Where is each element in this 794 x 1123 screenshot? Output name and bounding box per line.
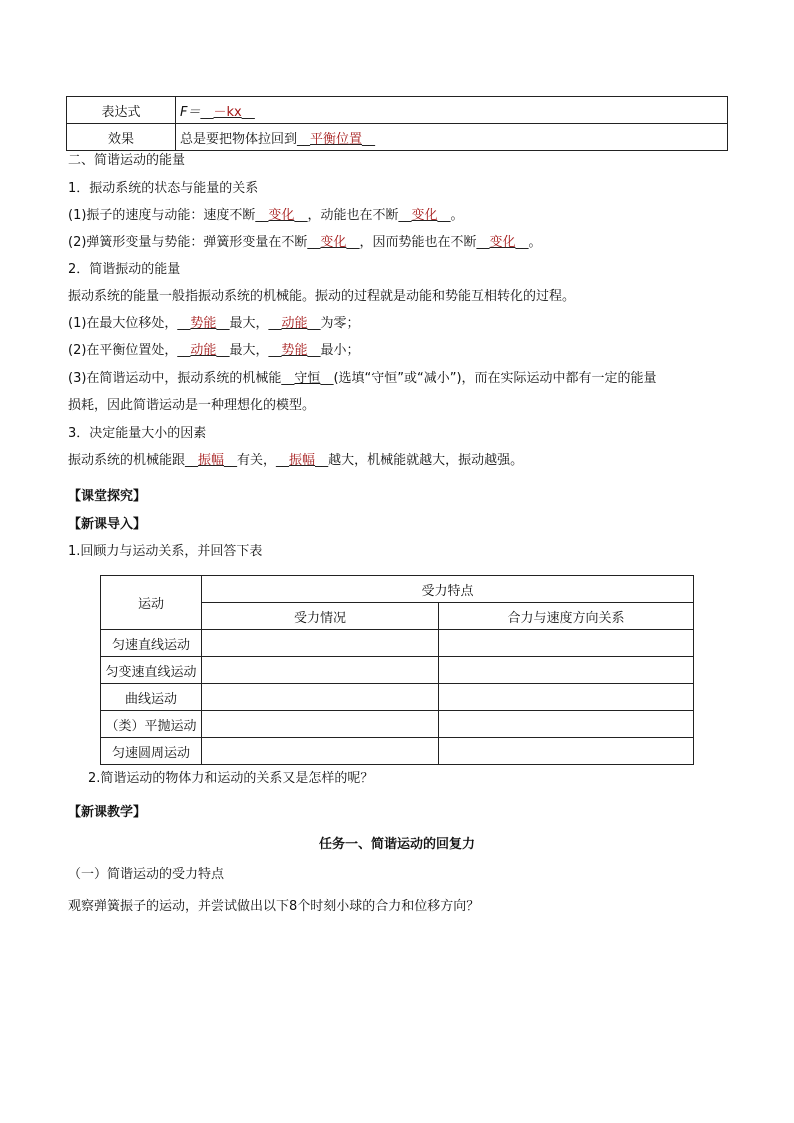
blank: __ — [216, 316, 230, 331]
subheading: 1．振动系统的状态与能量的关系 — [68, 181, 259, 196]
answer-text: 守恒 — [294, 371, 321, 386]
motion-cell: 匀变速直线运动 — [101, 657, 202, 684]
blank: __ — [315, 453, 329, 468]
intro-heading: 【新课导入】 — [68, 517, 147, 532]
text: (1)振子的速度与动能：速度不断 — [68, 208, 256, 223]
question-2: 2.简谐运动的物体力和运动的关系又是怎样的呢？ — [88, 771, 374, 786]
blank: __ — [297, 131, 311, 147]
answer-cell[interactable] — [202, 684, 439, 711]
text: (1)在最大位移处， — [68, 316, 178, 331]
table-label-cell: 效果 — [67, 124, 176, 151]
table-row — [101, 630, 694, 657]
motion-cell: 匀速直线运动 — [101, 630, 202, 657]
header-relation: 合力与速度方向关系 — [439, 603, 694, 630]
answer-text: 变化 — [489, 235, 516, 250]
blank: __ — [268, 316, 282, 331]
blank: __ — [320, 371, 334, 386]
force-motion-table — [100, 575, 694, 765]
text: 越大，机械能就越大，振动越强。 — [328, 453, 524, 468]
blank: __ — [398, 208, 412, 223]
fill-line — [68, 207, 463, 225]
paragraph: 振动系统的能量一般指振动系统的机械能。振动的过程就是动能和势能互相转化的过程。 — [68, 289, 576, 304]
text: (2)在平衡位置处， — [68, 343, 178, 358]
answer-cell[interactable] — [439, 684, 694, 711]
answer-text: 动能 — [281, 316, 308, 331]
blank: __ — [200, 104, 214, 120]
fill-line — [68, 234, 541, 252]
motion-cell: 曲线运动 — [101, 684, 202, 711]
fill-line — [68, 370, 657, 388]
text: (2)弹簧形变量与势能：弹簧形变量在不断 — [68, 235, 308, 250]
motion-cell: （类）平抛运动 — [101, 711, 202, 738]
answer-text: 势能 — [190, 316, 217, 331]
text: 有关， — [237, 453, 277, 468]
text: 振动系统的机械能跟 — [68, 453, 186, 468]
motion-cell: 匀速圆周运动 — [101, 738, 202, 765]
blank: __ — [255, 208, 269, 223]
fill-line — [68, 342, 359, 360]
text: 最大， — [229, 343, 269, 358]
answer-text: 变化 — [268, 208, 295, 223]
header-force: 受力特点 — [202, 576, 694, 603]
table-row — [67, 124, 728, 151]
answer-text: 平衡位置 — [310, 131, 363, 147]
answer-text: 动能 — [190, 343, 217, 358]
answer-cell[interactable] — [439, 657, 694, 684]
blank: __ — [185, 453, 199, 468]
subheading: 2．简谐振动的能量 — [68, 262, 181, 277]
answer-text: －kx — [213, 104, 242, 120]
answer-text: 振幅 — [289, 453, 316, 468]
explore-heading: 【课堂探究】 — [68, 489, 147, 504]
formula-prefix: F＝ — [180, 104, 201, 120]
answer-text: 势能 — [281, 343, 308, 358]
blank: __ — [515, 235, 529, 250]
header-force-condition: 受力情况 — [202, 603, 439, 630]
answer-text: 变化 — [320, 235, 347, 250]
blank: __ — [294, 208, 308, 223]
text: 。 — [528, 235, 542, 250]
blank: __ — [224, 453, 238, 468]
text: 最大， — [229, 316, 269, 331]
fill-line — [68, 452, 523, 470]
blank: __ — [346, 235, 360, 250]
task-title: 任务一、简谐运动的回复力 — [318, 837, 475, 852]
blank: __ — [362, 131, 376, 147]
answer-cell[interactable] — [202, 630, 439, 657]
blank: __ — [177, 316, 191, 331]
table-row — [101, 738, 694, 765]
text: 。 — [450, 208, 464, 223]
text: (选填“守恒”或“减小”)，而在实际运动中都有一定的能量 — [333, 371, 657, 386]
formula-table — [66, 96, 728, 151]
text: 为零； — [320, 316, 360, 331]
blank: __ — [307, 343, 321, 358]
teach-heading: 【新课教学】 — [68, 805, 147, 820]
answer-text: 变化 — [411, 208, 438, 223]
answer-cell[interactable] — [202, 738, 439, 765]
blank: __ — [276, 453, 290, 468]
effect-prefix: 总是要把物体拉回到 — [180, 131, 298, 147]
table-row — [101, 684, 694, 711]
blank: __ — [307, 316, 321, 331]
table-label-cell: 表达式 — [67, 97, 176, 124]
blank: __ — [268, 343, 282, 358]
header-motion: 运动 — [101, 576, 202, 630]
paragraph: 损耗，因此简谐运动是一种理想化的模型。 — [68, 398, 316, 413]
table-row — [67, 97, 728, 124]
table-value-cell — [176, 124, 728, 151]
part-heading: （一）简谐运动的受力特点 — [68, 867, 225, 882]
blank: __ — [216, 343, 230, 358]
blank: __ — [437, 208, 451, 223]
text: (3)在简谐运动中，振动系统的机械能 — [68, 371, 282, 386]
answer-cell[interactable] — [202, 657, 439, 684]
answer-cell[interactable] — [439, 738, 694, 765]
answer-cell[interactable] — [202, 711, 439, 738]
table-value-cell — [176, 97, 728, 124]
table-row — [101, 657, 694, 684]
answer-text: 振幅 — [198, 453, 225, 468]
blank: __ — [241, 104, 255, 120]
fill-line — [68, 315, 359, 333]
blank: __ — [307, 235, 321, 250]
section-heading: 二、简谐运动的能量 — [68, 153, 186, 168]
blank: __ — [281, 371, 295, 386]
table-row — [101, 711, 694, 738]
question-1: 1.回顾力与运动关系，并回答下表 — [68, 544, 263, 559]
observe-prompt: 观察弹簧振子的运动，并尝试做出以下8个时刻小球的合力和位移方向？ — [68, 899, 480, 914]
subheading: 3．决定能量大小的因素 — [68, 426, 207, 441]
answer-cell[interactable] — [439, 711, 694, 738]
text: ，动能也在不断 — [307, 208, 399, 223]
answer-cell[interactable] — [439, 630, 694, 657]
text: 最小； — [320, 343, 360, 358]
blank: __ — [177, 343, 191, 358]
text: ，因而势能也在不断 — [359, 235, 477, 250]
table-header-row — [101, 576, 694, 603]
blank: __ — [476, 235, 490, 250]
